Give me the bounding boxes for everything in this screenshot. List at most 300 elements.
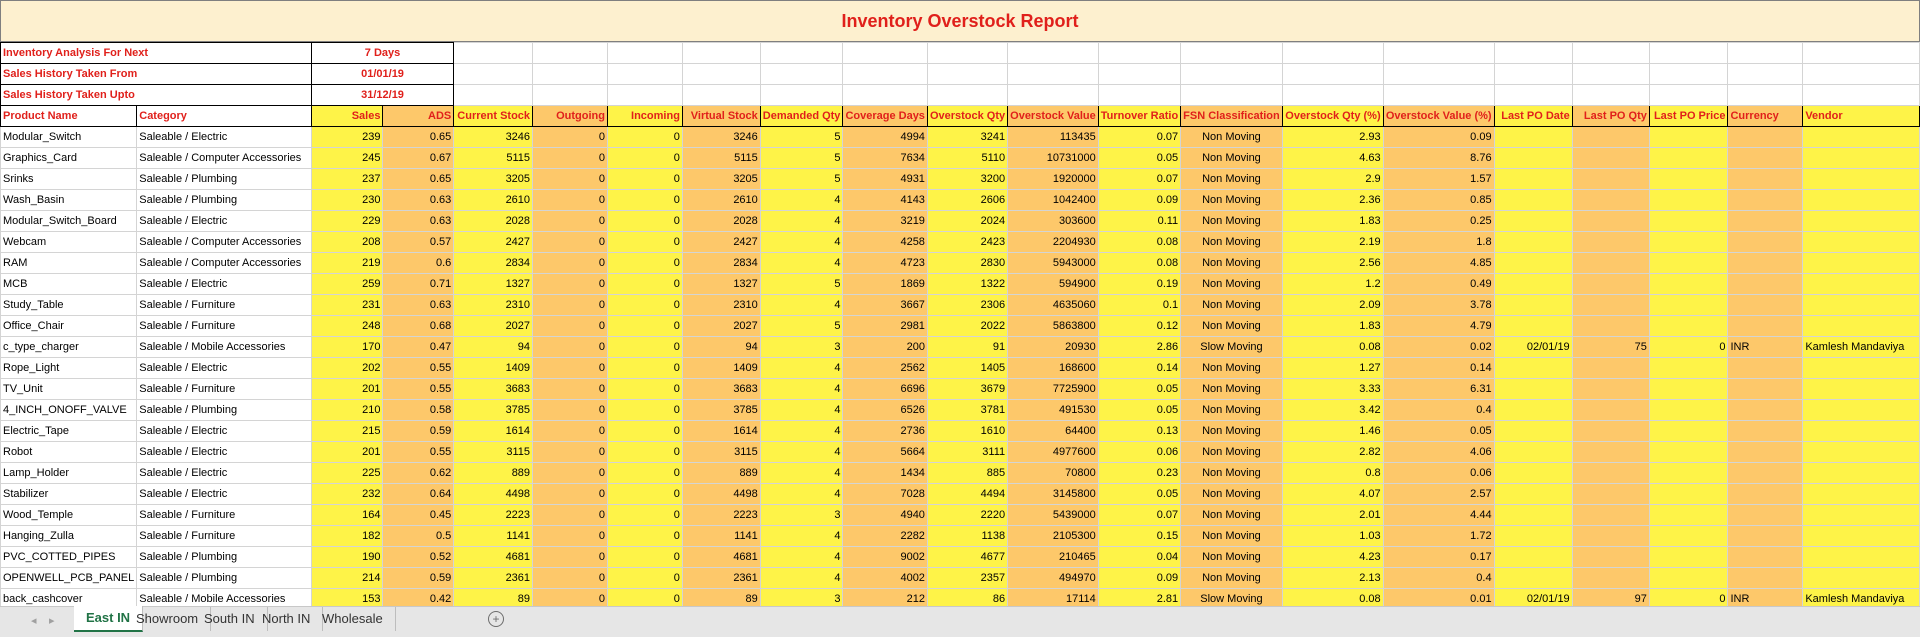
column-header[interactable]: Overstock Value [1008, 106, 1099, 127]
table-cell[interactable] [1649, 127, 1728, 148]
table-cell[interactable]: 94 [682, 337, 760, 358]
table-cell[interactable]: 229 [311, 211, 383, 232]
product-name-cell[interactable]: RAM [1, 253, 137, 274]
table-cell[interactable]: 0.64 [383, 484, 454, 505]
table-cell[interactable]: Saleable / Mobile Accessories [137, 589, 312, 610]
table-cell[interactable]: 0 [533, 169, 608, 190]
table-cell[interactable]: Non Moving [1181, 442, 1283, 463]
table-cell[interactable]: 164 [311, 505, 383, 526]
table-cell[interactable] [1494, 505, 1572, 526]
table-cell[interactable]: 2610 [454, 190, 533, 211]
table-cell[interactable]: Non Moving [1181, 358, 1283, 379]
table-cell[interactable]: 2.81 [1098, 589, 1180, 610]
table-cell[interactable]: 4 [760, 463, 843, 484]
product-name-cell[interactable]: OPENWELL_PCB_PANEL [1, 568, 137, 589]
table-cell[interactable] [1649, 358, 1728, 379]
table-cell[interactable] [1494, 379, 1572, 400]
product-name-cell[interactable]: Lamp_Holder [1, 463, 137, 484]
table-cell[interactable]: 4940 [843, 505, 928, 526]
table-cell[interactable]: 0.14 [1098, 358, 1180, 379]
table-cell[interactable]: 0 [607, 127, 682, 148]
table-cell[interactable] [1649, 484, 1728, 505]
table-cell[interactable]: 0 [1649, 589, 1728, 610]
column-header[interactable]: Demanded Qty [760, 106, 843, 127]
table-cell[interactable]: 5115 [682, 148, 760, 169]
table-cell[interactable] [1803, 295, 1920, 316]
table-cell[interactable] [1572, 421, 1649, 442]
table-cell[interactable]: 0.04 [1098, 547, 1180, 568]
table-cell[interactable]: 4.85 [1383, 253, 1494, 274]
table-cell[interactable]: 0.59 [383, 421, 454, 442]
table-cell[interactable] [1803, 526, 1920, 547]
table-cell[interactable]: Saleable / Plumbing [137, 190, 312, 211]
table-cell[interactable]: Kamlesh Mandaviya [1803, 589, 1920, 610]
table-cell[interactable]: 75 [1572, 337, 1649, 358]
table-cell[interactable]: Non Moving [1181, 421, 1283, 442]
table-cell[interactable]: 210465 [1008, 547, 1099, 568]
table-cell[interactable]: 4681 [682, 547, 760, 568]
table-cell[interactable]: 0 [607, 316, 682, 337]
table-cell[interactable] [1572, 316, 1649, 337]
table-cell[interactable]: 2022 [927, 316, 1007, 337]
table-cell[interactable]: 3 [760, 337, 843, 358]
table-cell[interactable]: 0 [607, 589, 682, 610]
table-cell[interactable]: 4494 [927, 484, 1007, 505]
table-cell[interactable]: 4 [760, 400, 843, 421]
table-cell[interactable] [1728, 295, 1803, 316]
product-name-cell[interactable]: Office_Chair [1, 316, 137, 337]
table-cell[interactable]: 4 [760, 547, 843, 568]
table-cell[interactable]: 4 [760, 568, 843, 589]
caret-left-icon[interactable]: ◂ [31, 615, 37, 627]
table-cell[interactable]: 491530 [1008, 400, 1099, 421]
table-cell[interactable] [1572, 442, 1649, 463]
table-cell[interactable]: 214 [311, 568, 383, 589]
table-cell[interactable]: 1.83 [1282, 211, 1383, 232]
table-cell[interactable] [1494, 190, 1572, 211]
table-cell[interactable]: 0.25 [1383, 211, 1494, 232]
table-cell[interactable]: Kamlesh Mandaviya [1803, 337, 1920, 358]
table-cell[interactable]: 0.07 [1098, 127, 1180, 148]
table-cell[interactable]: 6696 [843, 379, 928, 400]
table-cell[interactable]: 4 [760, 484, 843, 505]
table-cell[interactable] [1572, 358, 1649, 379]
product-name-cell[interactable]: Graphics_Card [1, 148, 137, 169]
table-cell[interactable]: 0.09 [1383, 127, 1494, 148]
table-cell[interactable]: 2204930 [1008, 232, 1099, 253]
table-cell[interactable]: 0 [533, 589, 608, 610]
empty-cell[interactable] [607, 85, 682, 106]
table-cell[interactable]: 0.08 [1282, 337, 1383, 358]
table-cell[interactable]: 5439000 [1008, 505, 1099, 526]
table-cell[interactable]: 2562 [843, 358, 928, 379]
table-cell[interactable]: 215 [311, 421, 383, 442]
table-cell[interactable] [1494, 253, 1572, 274]
table-cell[interactable] [1803, 379, 1920, 400]
table-cell[interactable]: 0.71 [383, 274, 454, 295]
table-cell[interactable]: 3111 [927, 442, 1007, 463]
column-header[interactable]: Last PO Price [1649, 106, 1728, 127]
table-cell[interactable]: 0 [607, 463, 682, 484]
table-cell[interactable]: Slow Moving [1181, 589, 1283, 610]
table-cell[interactable]: 2981 [843, 316, 928, 337]
table-cell[interactable]: 889 [682, 463, 760, 484]
table-cell[interactable]: 2028 [682, 211, 760, 232]
table-cell[interactable]: 1409 [682, 358, 760, 379]
table-cell[interactable] [1728, 379, 1803, 400]
tab-wholesale[interactable]: Wholesale [310, 607, 396, 631]
table-cell[interactable]: 0 [607, 379, 682, 400]
empty-cell[interactable] [1282, 64, 1383, 85]
table-cell[interactable]: 259 [311, 274, 383, 295]
table-cell[interactable]: Saleable / Electric [137, 358, 312, 379]
product-name-cell[interactable]: Rope_Light [1, 358, 137, 379]
table-cell[interactable]: 0.05 [1098, 484, 1180, 505]
table-cell[interactable]: 4.07 [1282, 484, 1383, 505]
table-cell[interactable]: 0.62 [383, 463, 454, 484]
empty-cell[interactable] [1803, 85, 1920, 106]
table-cell[interactable] [1803, 442, 1920, 463]
empty-cell[interactable] [533, 64, 608, 85]
table-cell[interactable]: 212 [843, 589, 928, 610]
table-cell[interactable]: 0.13 [1098, 421, 1180, 442]
table-cell[interactable]: 0 [533, 568, 608, 589]
table-cell[interactable]: 0 [533, 295, 608, 316]
table-cell[interactable]: 2357 [927, 568, 1007, 589]
empty-cell[interactable] [1383, 64, 1494, 85]
table-cell[interactable]: 1.03 [1282, 526, 1383, 547]
table-cell[interactable]: Saleable / Electric [137, 484, 312, 505]
table-cell[interactable] [1803, 421, 1920, 442]
column-header[interactable]: Last PO Date [1494, 106, 1572, 127]
table-cell[interactable] [1494, 232, 1572, 253]
table-cell[interactable]: 97 [1572, 589, 1649, 610]
table-cell[interactable] [1728, 484, 1803, 505]
table-cell[interactable] [1803, 148, 1920, 169]
empty-cell[interactable] [927, 64, 1007, 85]
table-cell[interactable]: 0.17 [1383, 547, 1494, 568]
table-cell[interactable]: 3145800 [1008, 484, 1099, 505]
product-name-cell[interactable]: Wash_Basin [1, 190, 137, 211]
table-cell[interactable]: 2361 [454, 568, 533, 589]
table-cell[interactable] [1572, 127, 1649, 148]
table-cell[interactable]: 4.63 [1282, 148, 1383, 169]
table-cell[interactable]: 0 [607, 400, 682, 421]
table-cell[interactable] [1649, 232, 1728, 253]
table-cell[interactable]: 0.42 [383, 589, 454, 610]
table-cell[interactable]: 2028 [454, 211, 533, 232]
table-cell[interactable]: Non Moving [1181, 379, 1283, 400]
table-cell[interactable]: 0.05 [1098, 379, 1180, 400]
table-cell[interactable]: 2.93 [1282, 127, 1383, 148]
table-cell[interactable]: 0 [607, 337, 682, 358]
table-cell[interactable]: Non Moving [1181, 547, 1283, 568]
empty-cell[interactable] [1098, 64, 1180, 85]
table-cell[interactable]: Non Moving [1181, 190, 1283, 211]
empty-cell[interactable] [1282, 85, 1383, 106]
product-name-cell[interactable]: 4_INCH_ONOFF_VALVE [1, 400, 137, 421]
table-cell[interactable]: 5110 [927, 148, 1007, 169]
product-name-cell[interactable]: c_type_charger [1, 337, 137, 358]
table-cell[interactable] [1572, 379, 1649, 400]
table-cell[interactable]: 239 [311, 127, 383, 148]
table-cell[interactable]: 4677 [927, 547, 1007, 568]
table-cell[interactable]: 0 [1649, 337, 1728, 358]
table-cell[interactable]: Non Moving [1181, 169, 1283, 190]
table-cell[interactable]: Saleable / Electric [137, 442, 312, 463]
table-cell[interactable]: 3205 [454, 169, 533, 190]
plus-circle-icon[interactable]: + [488, 611, 504, 627]
table-cell[interactable]: 885 [927, 463, 1007, 484]
table-cell[interactable]: 2.82 [1282, 442, 1383, 463]
table-cell[interactable] [1803, 463, 1920, 484]
table-cell[interactable]: 0.49 [1383, 274, 1494, 295]
table-cell[interactable]: 0.06 [1383, 463, 1494, 484]
table-cell[interactable]: 2736 [843, 421, 928, 442]
table-cell[interactable] [1649, 505, 1728, 526]
table-cell[interactable]: 2027 [682, 316, 760, 337]
table-cell[interactable]: 0.06 [1098, 442, 1180, 463]
table-cell[interactable] [1572, 232, 1649, 253]
table-cell[interactable] [1649, 190, 1728, 211]
table-cell[interactable]: 1610 [927, 421, 1007, 442]
table-cell[interactable]: 2024 [927, 211, 1007, 232]
table-cell[interactable] [1494, 442, 1572, 463]
table-cell[interactable]: 1.8 [1383, 232, 1494, 253]
table-cell[interactable]: 0.52 [383, 547, 454, 568]
caret-right-icon[interactable]: ▸ [49, 615, 55, 627]
table-cell[interactable]: Saleable / Electric [137, 211, 312, 232]
table-cell[interactable]: 182 [311, 526, 383, 547]
table-cell[interactable] [1803, 127, 1920, 148]
table-cell[interactable]: 1141 [454, 526, 533, 547]
table-cell[interactable]: 1.57 [1383, 169, 1494, 190]
column-header[interactable]: Outgoing [533, 106, 608, 127]
table-cell[interactable]: 0 [533, 547, 608, 568]
table-cell[interactable]: 2282 [843, 526, 928, 547]
empty-cell[interactable] [607, 64, 682, 85]
table-cell[interactable]: Saleable / Computer Accessories [137, 232, 312, 253]
table-cell[interactable]: 153 [311, 589, 383, 610]
table-cell[interactable]: 168600 [1008, 358, 1099, 379]
table-cell[interactable]: 0.55 [383, 379, 454, 400]
table-cell[interactable]: 2830 [927, 253, 1007, 274]
table-cell[interactable] [1728, 547, 1803, 568]
table-cell[interactable]: 3785 [454, 400, 533, 421]
table-cell[interactable] [1803, 547, 1920, 568]
product-name-cell[interactable]: Electric_Tape [1, 421, 137, 442]
table-cell[interactable] [1572, 295, 1649, 316]
table-cell[interactable]: 1141 [682, 526, 760, 547]
table-cell[interactable]: Saleable / Furniture [137, 379, 312, 400]
table-cell[interactable] [1649, 211, 1728, 232]
table-cell[interactable]: 1614 [454, 421, 533, 442]
table-cell[interactable] [1803, 568, 1920, 589]
table-cell[interactable] [1803, 274, 1920, 295]
table-cell[interactable] [1728, 442, 1803, 463]
table-cell[interactable]: 64400 [1008, 421, 1099, 442]
column-header[interactable]: Sales [311, 106, 383, 127]
table-cell[interactable]: 0.68 [383, 316, 454, 337]
table-cell[interactable]: 0.6 [383, 253, 454, 274]
empty-cell[interactable] [843, 43, 928, 64]
table-cell[interactable]: 17114 [1008, 589, 1099, 610]
table-cell[interactable] [1572, 211, 1649, 232]
table-cell[interactable]: 3205 [682, 169, 760, 190]
table-cell[interactable]: 0.08 [1282, 589, 1383, 610]
table-cell[interactable]: 0.09 [1098, 190, 1180, 211]
column-header[interactable]: Incoming [607, 106, 682, 127]
table-cell[interactable]: 3683 [682, 379, 760, 400]
table-cell[interactable]: 210 [311, 400, 383, 421]
table-cell[interactable]: 0 [533, 190, 608, 211]
table-cell[interactable]: 0.08 [1098, 232, 1180, 253]
empty-cell[interactable] [454, 43, 533, 64]
table-cell[interactable]: 1.27 [1282, 358, 1383, 379]
table-cell[interactable]: 0 [607, 484, 682, 505]
table-cell[interactable]: 1.72 [1383, 526, 1494, 547]
tab-north-in[interactable]: North IN [250, 607, 323, 631]
table-cell[interactable] [1572, 274, 1649, 295]
table-cell[interactable]: 02/01/19 [1494, 337, 1572, 358]
table-cell[interactable]: 0.11 [1098, 211, 1180, 232]
column-header[interactable]: Category [137, 106, 312, 127]
table-cell[interactable]: 3 [760, 505, 843, 526]
table-cell[interactable] [1728, 211, 1803, 232]
empty-cell[interactable] [1649, 85, 1728, 106]
table-cell[interactable]: Non Moving [1181, 274, 1283, 295]
table-cell[interactable] [1494, 526, 1572, 547]
table-cell[interactable]: 4 [760, 295, 843, 316]
table-cell[interactable]: 2220 [927, 505, 1007, 526]
product-name-cell[interactable]: Hanging_Zulla [1, 526, 137, 547]
table-cell[interactable]: 2.19 [1282, 232, 1383, 253]
table-cell[interactable]: 0.12 [1098, 316, 1180, 337]
table-cell[interactable]: 4.44 [1383, 505, 1494, 526]
table-cell[interactable]: Saleable / Mobile Accessories [137, 337, 312, 358]
table-cell[interactable]: Saleable / Plumbing [137, 400, 312, 421]
empty-cell[interactable] [1803, 64, 1920, 85]
table-cell[interactable]: 4 [760, 358, 843, 379]
table-cell[interactable]: 0 [533, 358, 608, 379]
table-cell[interactable] [1649, 148, 1728, 169]
table-cell[interactable]: 0 [607, 253, 682, 274]
table-cell[interactable]: 5 [760, 169, 843, 190]
column-header[interactable]: Turnover Ratio [1098, 106, 1180, 127]
table-cell[interactable]: 0 [607, 190, 682, 211]
empty-cell[interactable] [1383, 85, 1494, 106]
table-cell[interactable]: 201 [311, 442, 383, 463]
table-cell[interactable]: 0 [533, 232, 608, 253]
table-cell[interactable]: 7725900 [1008, 379, 1099, 400]
table-cell[interactable] [1803, 232, 1920, 253]
table-cell[interactable]: 4.06 [1383, 442, 1494, 463]
table-cell[interactable]: 4681 [454, 547, 533, 568]
table-cell[interactable]: Non Moving [1181, 526, 1283, 547]
table-cell[interactable]: 3115 [454, 442, 533, 463]
table-cell[interactable]: 0.57 [383, 232, 454, 253]
table-cell[interactable]: 230 [311, 190, 383, 211]
empty-cell[interactable] [1008, 43, 1099, 64]
table-cell[interactable]: 0.67 [383, 148, 454, 169]
empty-cell[interactable] [1572, 64, 1649, 85]
table-cell[interactable]: 4258 [843, 232, 928, 253]
table-cell[interactable]: 0 [533, 274, 608, 295]
table-cell[interactable]: Non Moving [1181, 232, 1283, 253]
table-cell[interactable] [1494, 400, 1572, 421]
table-cell[interactable]: 3246 [454, 127, 533, 148]
table-cell[interactable]: 0.55 [383, 358, 454, 379]
table-cell[interactable] [1494, 169, 1572, 190]
table-cell[interactable]: 0 [607, 274, 682, 295]
table-cell[interactable] [1494, 484, 1572, 505]
table-cell[interactable]: 2310 [454, 295, 533, 316]
table-cell[interactable]: 0.15 [1098, 526, 1180, 547]
table-cell[interactable]: 0.63 [383, 190, 454, 211]
table-cell[interactable]: 5115 [454, 148, 533, 169]
column-header[interactable]: Currency [1728, 106, 1803, 127]
table-cell[interactable]: 0 [607, 169, 682, 190]
table-cell[interactable]: Saleable / Computer Accessories [137, 253, 312, 274]
table-cell[interactable]: 0 [533, 442, 608, 463]
table-cell[interactable]: 0 [533, 463, 608, 484]
table-cell[interactable]: 2834 [682, 253, 760, 274]
table-cell[interactable]: 2.56 [1282, 253, 1383, 274]
table-cell[interactable]: 0 [607, 358, 682, 379]
table-cell[interactable]: 3785 [682, 400, 760, 421]
table-cell[interactable]: 0.01 [1383, 589, 1494, 610]
table-cell[interactable] [1649, 253, 1728, 274]
table-cell[interactable]: 0.19 [1098, 274, 1180, 295]
table-cell[interactable]: 0 [533, 526, 608, 547]
empty-cell[interactable] [1494, 64, 1572, 85]
table-cell[interactable]: 4 [760, 421, 843, 442]
table-cell[interactable] [1572, 253, 1649, 274]
table-cell[interactable]: 237 [311, 169, 383, 190]
tab-south-in[interactable]: South IN [192, 607, 268, 631]
table-cell[interactable] [1572, 169, 1649, 190]
table-cell[interactable]: 2423 [927, 232, 1007, 253]
column-header[interactable]: Virtual Stock [682, 106, 760, 127]
table-cell[interactable] [1803, 484, 1920, 505]
table-cell[interactable]: 494970 [1008, 568, 1099, 589]
empty-cell[interactable] [454, 85, 533, 106]
table-cell[interactable]: 5664 [843, 442, 928, 463]
column-header[interactable]: Current Stock [454, 106, 533, 127]
table-cell[interactable]: 0.09 [1098, 568, 1180, 589]
table-cell[interactable]: 2427 [454, 232, 533, 253]
table-cell[interactable]: 94 [454, 337, 533, 358]
table-cell[interactable]: 0.85 [1383, 190, 1494, 211]
table-cell[interactable] [1803, 358, 1920, 379]
product-name-cell[interactable]: Study_Table [1, 295, 137, 316]
table-cell[interactable]: 5 [760, 127, 843, 148]
table-cell[interactable]: 113435 [1008, 127, 1099, 148]
table-cell[interactable]: 0.58 [383, 400, 454, 421]
table-cell[interactable] [1572, 148, 1649, 169]
table-cell[interactable]: 0 [607, 232, 682, 253]
table-cell[interactable]: 3.78 [1383, 295, 1494, 316]
table-cell[interactable]: Non Moving [1181, 127, 1283, 148]
table-cell[interactable]: 1614 [682, 421, 760, 442]
table-cell[interactable]: 1434 [843, 463, 928, 484]
table-cell[interactable]: Saleable / Furniture [137, 505, 312, 526]
table-cell[interactable]: Saleable / Electric [137, 127, 312, 148]
table-cell[interactable]: 0 [533, 421, 608, 442]
empty-cell[interactable] [1494, 85, 1572, 106]
table-cell[interactable]: 10731000 [1008, 148, 1099, 169]
table-cell[interactable]: Non Moving [1181, 211, 1283, 232]
